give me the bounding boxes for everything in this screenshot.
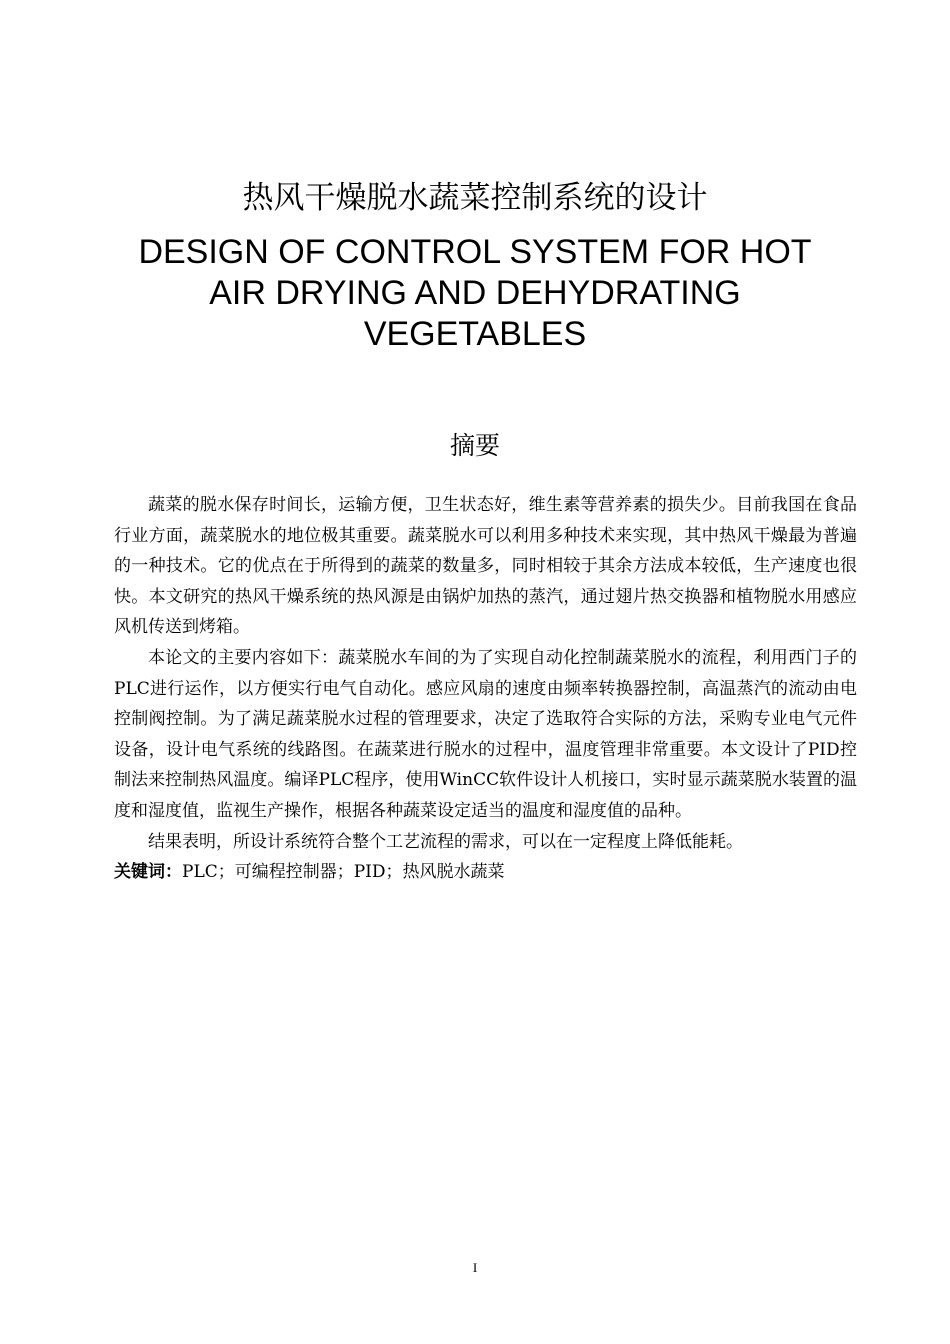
keywords-line bbox=[114, 857, 857, 888]
title-chinese: 热风干燥脱水蔬菜控制系统的设计 bbox=[242, 180, 708, 216]
abstract-paragraph-3: 结果表明，所设计系统符合整个工艺流程的需求，可以在一定程度上降低能耗。 bbox=[148, 831, 743, 852]
abstract-paragraph-2: 本论文的主要内容如下：蔬菜脱水车间的为了实现自动化控制蔬菜脱水的流程，利用西门子的PLC进行运作，以方便实行电气自动化。感应风扇的速度由频率转换器控制，高温蒸汽的流动由电控制阀控制。为了满足蔬菜脱水过程的管理要求，决定了选取符合实际的方法，采购专业电气元件设备，设计电气系统的线路图。在蔬菜进行脱水的过程中，温度管理非常重要。本文设计了PID控制法来控制热风温度。编译PLC程序，使用WinCC软件设计人机接口，实时显示蔬菜脱水装置的温度和湿度值，监视生产操作，根据各种蔬菜设定适当的温度和湿度值的品种。 bbox=[114, 647, 857, 821]
keywords-text: PLC；可编程控制器；PID；热风脱水蔬菜 bbox=[182, 862, 505, 883]
abstract-heading: 摘要 bbox=[449, 431, 500, 460]
abstract-body bbox=[114, 490, 857, 888]
abstract-paragraph-1: 蔬菜的脱水保存时间长，运输方便，卫生状态好，维生素等营养素的损失少。目前我国在食品行业方面，蔬菜脱水的地位极其重要。蔬菜脱水可以利用多种技术来实现，其中热风干燥最为普遍的一种技术。它的优点在于所得到的蔬菜的数量多，同时相较于其余方法成本较低，生产速度也很快。本文研究的热风干燥系统的热风源是由锅炉加热的蒸汽，通过翅片热交换器和植物脱水用感应风机传送到烤箱。 bbox=[114, 495, 857, 638]
page-number: I bbox=[472, 1260, 478, 1275]
keywords-label: 关键词： bbox=[114, 862, 182, 883]
title-english: DESIGN OF CONTROL SYSTEM FOR HOT AIR DRYING AND DEHYDRATING VEGETABLES bbox=[138, 233, 812, 353]
